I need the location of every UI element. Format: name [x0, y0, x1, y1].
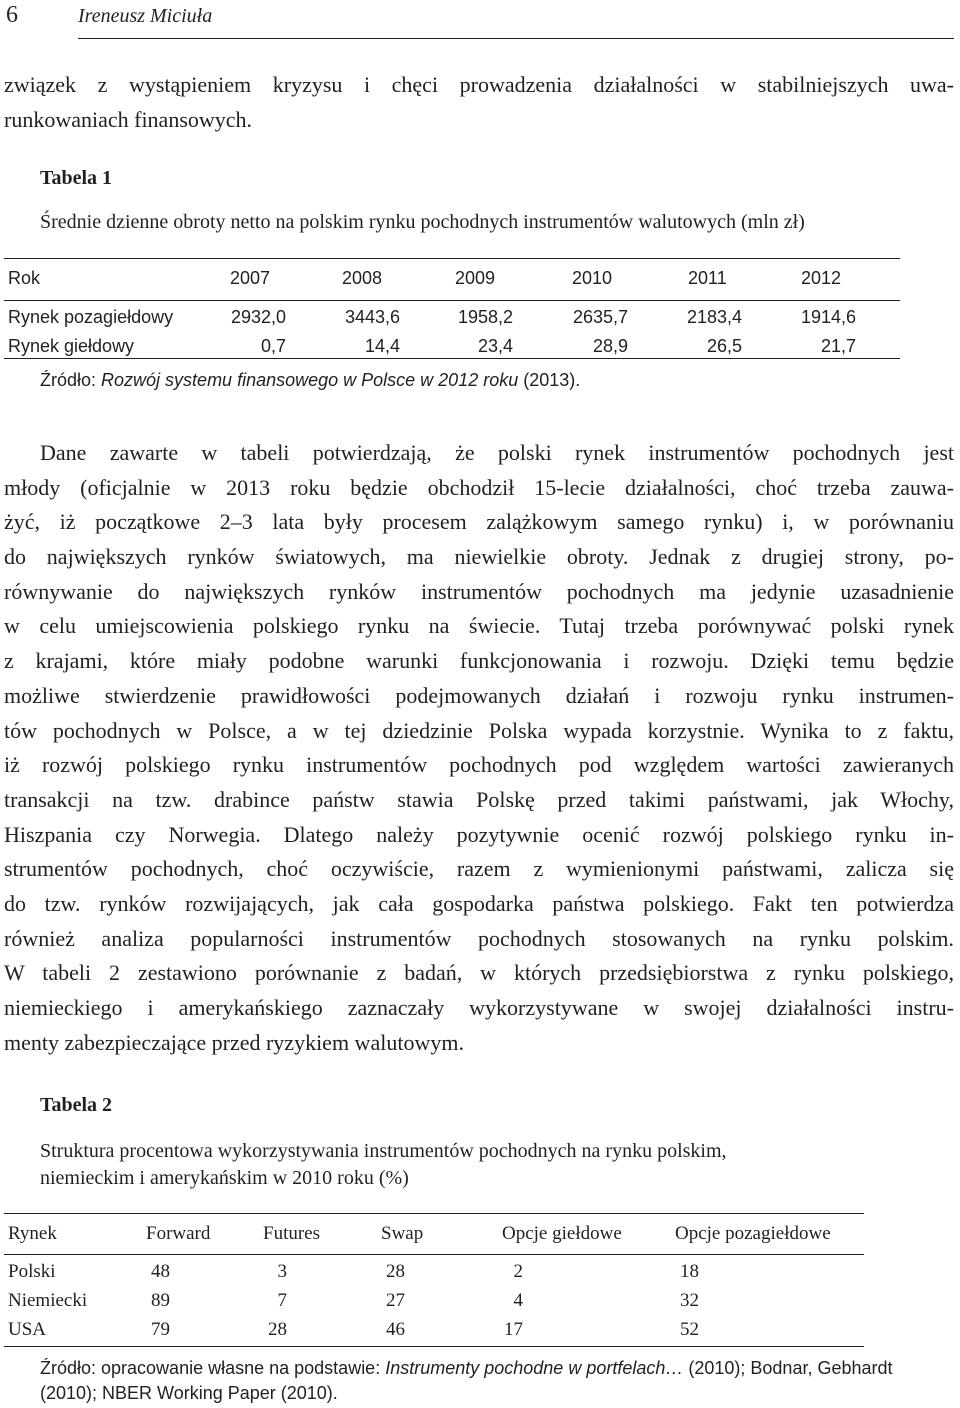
table1-cell: 1958,2: [457, 307, 513, 327]
text-line: menty zabezpieczające przed ryzykiem walutowym.: [4, 1029, 464, 1055]
table2-cell: 89: [151, 1290, 170, 1311]
table1-header-cell: 2009: [455, 268, 496, 288]
table1-cell: 3443,6: [344, 307, 400, 327]
table2-header-cell: Rynek: [8, 1223, 57, 1244]
source-prefix: Źródło:: [40, 370, 102, 390]
text-line: równywanie do największych rynków instrumentów pochodnych ma jedynie uzasadnienie: [4, 578, 954, 604]
table2-cell: 48: [151, 1261, 170, 1282]
table1-header-cell: 2011: [688, 268, 727, 288]
source-title: Instrumenty pochodne w portfelach…: [385, 1358, 684, 1378]
table2-cell: USA: [8, 1319, 47, 1340]
table2-header-cell: Swap: [381, 1223, 424, 1244]
source-suffix: (2013).: [518, 370, 581, 390]
source-line: (2010); NBER Working Paper (2010).: [40, 1383, 338, 1403]
text-line: z krajami, które miały podobne warunki funkcjonowania i rozwoju. Dzięki temu będzie: [4, 648, 954, 674]
table1-label: Tabela 1: [40, 167, 113, 189]
table2-header-cell: Opcje giełdowe: [502, 1223, 622, 1244]
text-line: iż rozwój polskiego rynku instrumentów pochodnych pod względem wartości zawieranych: [4, 752, 954, 778]
table1-source: [40, 370, 580, 391]
table2-cell: 52: [680, 1319, 699, 1340]
table1-header-cell: Rok: [8, 268, 41, 288]
table2-caption: [40, 1138, 920, 1192]
table2-cell: Polski: [8, 1261, 56, 1282]
table1-cell: 0,7: [260, 336, 286, 356]
table1-cell: 23,4: [477, 336, 513, 356]
table1-cell: 21,7: [820, 336, 856, 356]
caption-line: niemieckim i amerykańskim w 2010 roku (%): [40, 1167, 409, 1189]
table2-cell: 32: [680, 1290, 699, 1311]
table1-rule-header: [4, 300, 900, 301]
table1-header-cell: 2012: [801, 268, 842, 288]
text-line: strumentów pochodnych, choć oczywiście, razem z wymienionymi państwami, zalicza się: [4, 856, 954, 882]
page-number: 6: [6, 2, 18, 28]
table1-cell: 1914,6: [800, 307, 856, 327]
text-line: również analiza popularności instrumentów pochodnych stosowanych na rynku polskim.: [4, 925, 954, 951]
table2-cell: 17: [504, 1319, 523, 1340]
table2-cell: 28: [386, 1261, 405, 1282]
table1-header-cell: 2010: [572, 268, 613, 288]
paragraph-intro: [4, 68, 954, 137]
table1-header-cell: 2008: [342, 268, 383, 288]
table2-cell: 79: [151, 1319, 170, 1340]
text-line: do największych rynków światowych, ma niewielkie obroty. Jednak z drugiej strony, po-: [4, 544, 954, 570]
table1-cell: 2183,4: [686, 307, 742, 327]
text-line: młody (oficjalnie w 2013 roku będzie obchodził 15-lecie działalności, choć trzeba zauwa-: [4, 474, 954, 500]
text-line: związek z wystąpieniem kryzysu i chęci prowadzenia działalności w stabilniejszych uwa-: [4, 72, 954, 97]
table1-caption: Średnie dzienne obroty netto na polskim rynku pochodnych instrumentów walutowych (mln zł): [40, 211, 805, 233]
text-line: Hiszpania czy Norwegia. Dlatego należy pozytywnie ocenić rozwój polskiego rynku in-: [4, 821, 954, 847]
text-line: niemieckiego i amerykańskiego zaznaczały wykorzystywane w swojej działalności instru-: [4, 995, 954, 1020]
page-header: [0, 0, 960, 42]
table2-cell: 27: [386, 1290, 405, 1311]
table2-header-cell: Forward: [146, 1223, 211, 1244]
text-line: w celu umiejscowienia polskiego rynku na świecie. Tutaj trzeba porównywać polski rynek: [4, 613, 954, 639]
source-title: Rozwój systemu finansowego w Polsce w 2012 roku: [101, 370, 519, 390]
table2-source: [40, 1356, 950, 1406]
table2-cell: 28: [268, 1319, 287, 1340]
text-line: W tabeli 2 zestawiono porównanie z badań, w których przedsiębiorstwa z rynku polskiego,: [4, 960, 954, 986]
text-line: możliwe stwierdzenie prawidłowości podejmowanych działań i rozwoju rynku instrumen-: [4, 682, 954, 708]
text-line: żyć, iż początkowe 2–3 lata były procesem zalążkowym samego rynku) i, w porównaniu: [4, 509, 954, 535]
table2-header-cell: Opcje pozagiełdowe: [675, 1223, 831, 1244]
table2-cell: 4: [513, 1290, 523, 1311]
table1-cell: Rynek giełdowy: [8, 336, 135, 356]
table1-cell: 2635,7: [572, 307, 628, 327]
table2-label: Tabela 2: [40, 1094, 113, 1116]
table2-cell: 18: [680, 1261, 699, 1282]
table2-cell: 3: [277, 1261, 287, 1282]
table2-header-cell: Futures: [263, 1223, 320, 1244]
table2-cell: 2: [513, 1261, 523, 1282]
running-head-author: Ireneusz Miciuła: [78, 5, 213, 27]
table2-rule-bottom: [4, 1346, 864, 1347]
text-line: Dane zawarte w tabeli potwierdzają, że polski rynek instrumentów pochodnych jest: [40, 440, 954, 465]
table1-rule-top: [4, 258, 900, 259]
table2-cell: 46: [386, 1319, 405, 1340]
text-line: transakcji na tzw. drabince państw stawia Polskę przed takimi państwami, jak Włochy,: [4, 786, 954, 812]
text-line: tów pochodnych w Polsce, a w tej dziedzinie Polska wypada korzystnie. Wynika to z faktu,: [4, 717, 954, 743]
caption-line: Struktura procentowa wykorzystywania instrumentów pochodnych na rynku polskim,: [40, 1140, 727, 1162]
source-mid: (2010); Bodnar, Gebhardt: [683, 1358, 893, 1378]
header-rule: [78, 38, 954, 39]
table1-cell: 2932,0: [230, 307, 286, 327]
text-line: do tzw. rynków rozwijających, jak cała gospodarka państwa polskiego. Fakt ten potwierdza: [4, 890, 954, 916]
table2-rule-top: [4, 1213, 864, 1214]
table1-cell: 28,9: [592, 336, 628, 356]
table1-cell: 14,4: [364, 336, 400, 356]
table2-cell: 7: [277, 1290, 287, 1311]
table2-cell: Niemiecki: [8, 1290, 88, 1311]
table1-cell: 26,5: [706, 336, 742, 356]
paragraph-body: [4, 436, 954, 1060]
table1-rule-bottom: [4, 358, 900, 359]
text-line: runkowaniach finansowych.: [4, 106, 253, 132]
source-line: [40, 1356, 950, 1381]
table2-rule-header: [4, 1254, 864, 1255]
table1-cell: Rynek pozagiełdowy: [8, 307, 174, 327]
source-prefix: Źródło: opracowanie własne na podstawie:: [40, 1358, 386, 1378]
table1-header-cell: 2007: [230, 268, 271, 288]
